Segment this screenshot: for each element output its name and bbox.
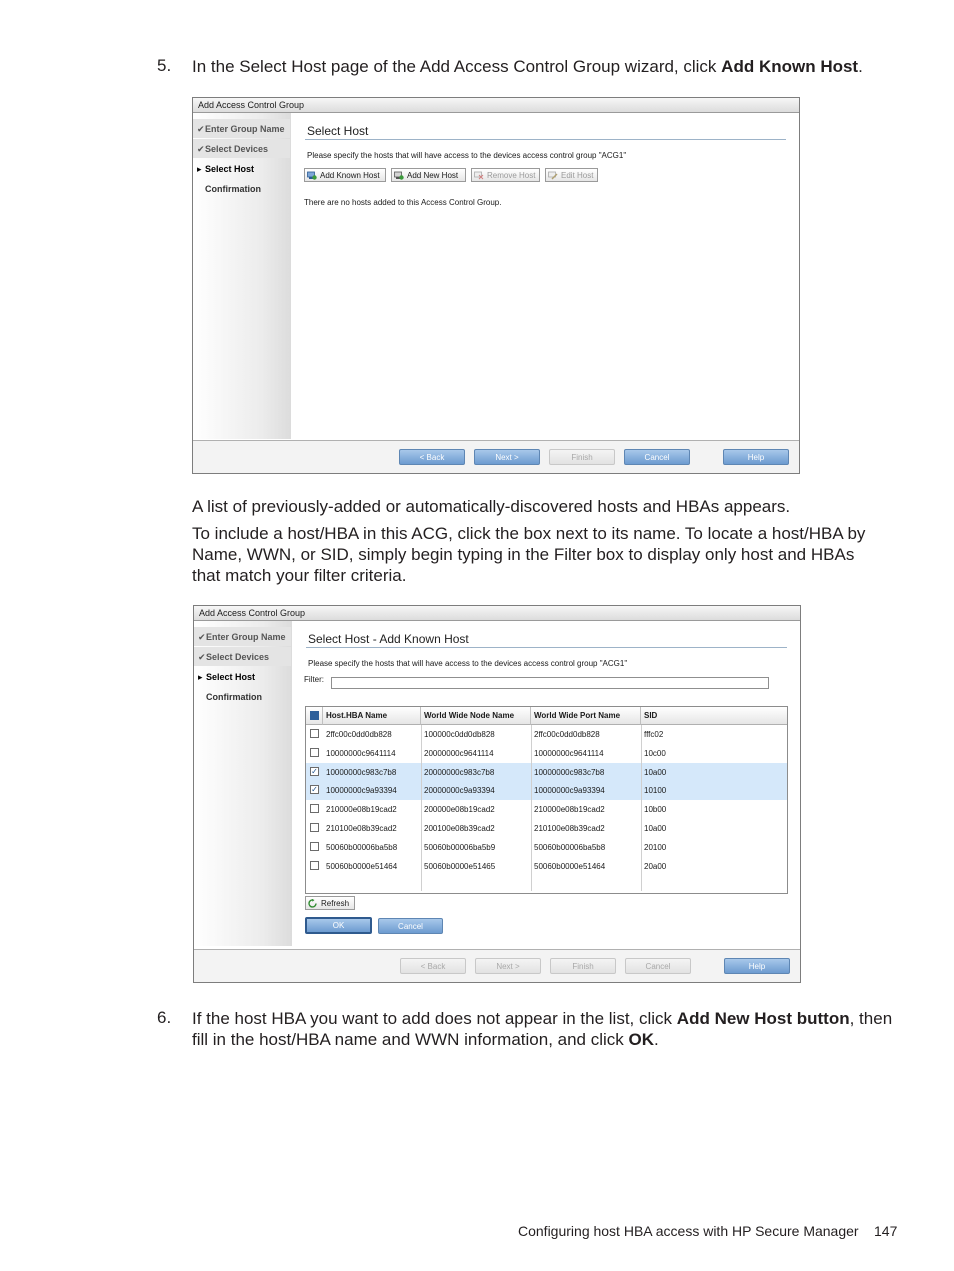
button-label: Add New Host bbox=[407, 171, 459, 180]
page-footer-text: Configuring host HBA access with HP Secure Manager bbox=[518, 1223, 859, 1239]
paragraph-include-line-2: Name, WWN, or SID, simply begin typing in the Filter box to display only host and HBAs bbox=[192, 545, 855, 564]
checkmark-icon: ✔ bbox=[198, 632, 206, 642]
button-label: Refresh bbox=[321, 899, 350, 908]
remove-host-icon bbox=[474, 171, 484, 180]
button-label: Add Known Host bbox=[320, 171, 380, 180]
add-known-host-button[interactable] bbox=[304, 168, 386, 182]
wizard-footer bbox=[193, 440, 799, 473]
next-button[interactable]: Next > bbox=[474, 449, 540, 465]
dialog-add-known-host bbox=[193, 605, 801, 983]
edit-host-icon bbox=[548, 171, 558, 180]
wizard-step-label: Select Host bbox=[206, 672, 256, 682]
button-label: Edit Host bbox=[561, 171, 594, 180]
column-divider bbox=[531, 725, 532, 891]
table-row[interactable] bbox=[306, 800, 787, 819]
cell-name: 10000000c983c7b8 bbox=[326, 767, 397, 777]
table-row[interactable] bbox=[306, 819, 787, 838]
cell-name: 10000000c9641114 bbox=[326, 748, 396, 758]
step-5-pre: In the Select Host page of the Add Access Control Group wizard, click bbox=[192, 57, 722, 76]
table-row[interactable] bbox=[306, 857, 787, 876]
cell-wwpn: 210100e08b39cad2 bbox=[534, 824, 605, 833]
wizard-step-select-host bbox=[198, 672, 255, 683]
row-checkbox[interactable] bbox=[310, 729, 319, 738]
select-all-header[interactable] bbox=[306, 707, 323, 725]
empty-hosts-message: There are no hosts added to this Access Control Group. bbox=[304, 198, 502, 207]
edit-host-button[interactable] bbox=[545, 168, 598, 182]
wizard-step-select-host bbox=[197, 164, 254, 175]
wizard-step-label: Enter Group Name bbox=[205, 124, 285, 134]
cell-wwpn: 50060b0000e51464 bbox=[534, 861, 606, 871]
filter-label: Filter: bbox=[304, 675, 324, 684]
cancel-button[interactable]: Cancel bbox=[624, 449, 690, 465]
instruction-text: Please specify the hosts that will have access to the devices access control group "ACG1" bbox=[307, 151, 627, 160]
row-checkbox[interactable] bbox=[310, 842, 319, 851]
step-6-pre: fill in the host/HBA name and WWN information, and click bbox=[192, 1030, 629, 1049]
paragraph-include-line-3: that match your filter criteria. bbox=[192, 566, 407, 585]
wizard-step-select-devices bbox=[198, 652, 269, 663]
table-row[interactable] bbox=[306, 744, 787, 763]
step-6-number: 6. bbox=[157, 1008, 172, 1027]
cell-name: 50060b00006ba5b8 bbox=[326, 842, 398, 852]
cell-wwnn: 20000000c983c7b8 bbox=[424, 767, 495, 777]
cell-sid: 10100 bbox=[644, 786, 667, 796]
checkmark-icon: ✔ bbox=[198, 652, 206, 662]
step-6-line-2 bbox=[192, 1029, 659, 1050]
page-header: Select Host - Add Known Host bbox=[308, 632, 469, 646]
cell-wwnn: 100000c0dd0db828 bbox=[424, 730, 495, 739]
wizard-step-label: Confirmation bbox=[205, 184, 261, 194]
step-5-text bbox=[192, 56, 863, 77]
cell-wwnn: 20000000c9641114 bbox=[424, 748, 494, 758]
wizard-step-enter-group-name bbox=[197, 124, 285, 135]
dialog-title: Add Access Control Group bbox=[194, 606, 800, 621]
cell-wwpn: 10000000c9641114 bbox=[534, 748, 604, 758]
wizard-step-confirmation bbox=[197, 184, 261, 194]
column-header-wwnn[interactable]: World Wide Node Name bbox=[421, 707, 531, 725]
cell-wwpn: 210000e08b19cad2 bbox=[534, 805, 605, 815]
step-6-post: , then bbox=[849, 1009, 893, 1028]
cell-name: 50060b0000e51464 bbox=[326, 861, 398, 871]
cell-wwnn: 20000000c9a93394 bbox=[424, 786, 495, 796]
step-5-bold: Add Known Host bbox=[721, 57, 859, 76]
dialog-title: Add Access Control Group bbox=[193, 98, 799, 113]
cell-wwnn: 50060b00006ba5b9 bbox=[424, 842, 496, 852]
column-divider bbox=[641, 725, 642, 891]
row-checkbox[interactable] bbox=[310, 861, 319, 870]
cell-sid: 10b00 bbox=[644, 805, 667, 815]
page-number: 147 bbox=[874, 1223, 898, 1239]
next-button[interactable]: Next > bbox=[475, 958, 541, 974]
cell-sid: 10a00 bbox=[644, 824, 667, 833]
cell-wwpn: 50060b00006ba5b8 bbox=[534, 842, 606, 852]
wizard-sidebar bbox=[194, 621, 292, 946]
cell-wwnn: 200000e08b19cad2 bbox=[424, 805, 495, 815]
wizard-step-select-devices bbox=[197, 144, 268, 155]
step-6-pre: If the host HBA you want to add does not appear in the list, click bbox=[192, 1009, 677, 1028]
cell-sid: fffc02 bbox=[644, 730, 664, 739]
filter-input[interactable] bbox=[331, 677, 769, 689]
wizard-footer bbox=[194, 949, 800, 982]
column-header-wwpn[interactable]: World Wide Port Name bbox=[531, 707, 641, 725]
cell-name: 210100e08b39cad2 bbox=[326, 824, 397, 833]
paragraph-list-appears: A list of previously-added or automatically-discovered hosts and HBAs appears. bbox=[192, 497, 791, 516]
step-6-line-1 bbox=[192, 1008, 892, 1029]
row-checkbox[interactable]: ✓ bbox=[311, 766, 318, 776]
cell-name: 10000000c9a93394 bbox=[326, 786, 397, 796]
add-new-host-button[interactable] bbox=[391, 168, 466, 182]
remove-host-button[interactable] bbox=[471, 168, 540, 182]
cell-sid: 20a00 bbox=[644, 861, 667, 871]
cell-wwpn: 10000000c983c7b8 bbox=[534, 767, 605, 777]
wizard-sidebar bbox=[193, 113, 291, 439]
checkmark-icon: ✔ bbox=[197, 124, 205, 134]
step-6-bold: OK bbox=[628, 1030, 655, 1049]
wizard-step-label: Enter Group Name bbox=[206, 632, 286, 642]
arrow-right-icon: ▸ bbox=[198, 672, 203, 682]
row-checkbox[interactable]: ✓ bbox=[311, 785, 318, 795]
dialog-select-host bbox=[192, 97, 800, 474]
column-header-sid[interactable]: SID bbox=[641, 707, 787, 725]
paragraph-include-line-1: To include a host/HBA in this ACG, click the box next to its name. To locate a host/HBA by bbox=[192, 524, 866, 543]
help-button[interactable]: Help bbox=[723, 449, 789, 465]
instruction-text: Please specify the hosts that will have access to the devices access control group "ACG1" bbox=[308, 659, 628, 668]
cell-wwpn: 10000000c9a93394 bbox=[534, 786, 605, 796]
step-6-bold: Add New Host button bbox=[676, 1009, 850, 1028]
refresh-button[interactable] bbox=[305, 896, 355, 910]
hosts-table bbox=[305, 706, 788, 894]
column-divider bbox=[421, 725, 422, 891]
cell-sid: 10a00 bbox=[644, 767, 667, 777]
wizard-step-enter-group-name bbox=[198, 632, 286, 643]
wizard-step-label: Select Host bbox=[205, 164, 255, 174]
cell-sid: 10c00 bbox=[644, 748, 666, 758]
refresh-icon bbox=[308, 899, 318, 908]
row-checkbox[interactable] bbox=[310, 823, 319, 832]
header-underline bbox=[305, 139, 786, 140]
column-header-host-hba-name[interactable]: Host.HBA Name bbox=[323, 707, 421, 725]
table-row[interactable] bbox=[306, 725, 787, 744]
table-row[interactable] bbox=[306, 838, 787, 857]
back-button[interactable]: < Back bbox=[400, 958, 466, 974]
cell-sid: 20100 bbox=[644, 842, 667, 852]
cell-wwnn: 200100e08b39cad2 bbox=[424, 824, 495, 833]
cancel-button[interactable]: Cancel bbox=[625, 958, 691, 974]
step-6-post: . bbox=[654, 1030, 659, 1049]
add-known-host-icon bbox=[307, 171, 317, 180]
table-row[interactable] bbox=[306, 763, 787, 782]
add-new-host-icon bbox=[394, 171, 404, 180]
row-checkbox[interactable] bbox=[310, 748, 319, 757]
finish-button[interactable]: Finish bbox=[549, 449, 615, 465]
step-5-post: . bbox=[858, 57, 863, 76]
wizard-step-confirmation bbox=[198, 692, 262, 702]
cell-wwnn: 50060b0000e51465 bbox=[424, 861, 496, 871]
step-5-number: 5. bbox=[157, 56, 172, 75]
checkmark-icon: ✔ bbox=[197, 144, 205, 154]
cell-name: 210000e08b19cad2 bbox=[326, 805, 397, 815]
ok-button[interactable]: OK bbox=[305, 917, 372, 934]
cell-name: 2ffc00c0dd0db828 bbox=[326, 730, 392, 739]
arrow-right-icon: ▸ bbox=[197, 164, 202, 174]
wizard-step-label: Confirmation bbox=[206, 692, 262, 702]
help-button[interactable]: Help bbox=[724, 958, 790, 974]
finish-button[interactable]: Finish bbox=[550, 958, 616, 974]
cell-wwpn: 2ffc00c0dd0db828 bbox=[534, 730, 600, 739]
cancel-add-button[interactable]: Cancel bbox=[378, 918, 443, 934]
header-underline bbox=[306, 647, 787, 648]
select-all-checkbox[interactable] bbox=[310, 711, 319, 720]
button-label: Remove Host bbox=[487, 171, 536, 180]
page-header: Select Host bbox=[307, 124, 369, 138]
back-button[interactable]: < Back bbox=[399, 449, 465, 465]
wizard-step-label: Select Devices bbox=[205, 144, 269, 154]
table-row[interactable] bbox=[306, 781, 787, 800]
wizard-step-label: Select Devices bbox=[206, 652, 270, 662]
row-checkbox[interactable] bbox=[310, 804, 319, 813]
